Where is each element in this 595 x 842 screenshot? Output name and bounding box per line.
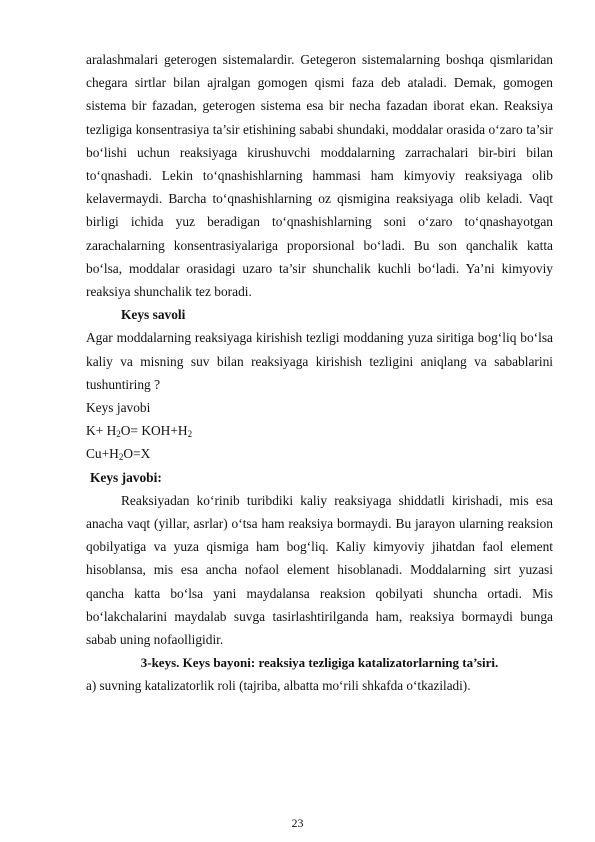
paragraph-case-answer: Reaksiyadan ko‘rinib turibdiki kaliy reaksiyaga shiddatli kirishadi, mis esa anacha vaqt (yillar, asrlar) o‘tsa ham reaksiya bormaydi. Bu jarayon ularning reaksion qobilyatiga va yuza qismiga ham bog‘liq. Kaliy kimyoviy jihatdan faol element hisoblansa, mis esa ancha nofaol element hisoblanadi. Moddalarning sirt yuzasi qancha katta bo‘lsa yani maydalansa reaksion qobilyati shuncha ortadi. Mis bo‘lakchalarini maydalab suvga tasirlashtirilganda ham, reaksiya bormaydi bunga sabab uning nofaolligidir. <box>86 492 553 648</box>
eq2-sub-a: 2 <box>118 452 124 463</box>
heading-keys-savoli: Keys savoli <box>121 307 186 323</box>
page-number: 23 <box>291 816 304 830</box>
label-keys-javobi: Keys javobi <box>86 400 151 416</box>
eq1-sub-a: 2 <box>116 429 121 440</box>
eq1-sub-b: 2 <box>187 429 193 440</box>
paragraph-case-question: Agar moddalarning reaksiyaga kirishish tezligi moddaning yuza siritiga bog‘liq bo‘lsa kaliy va misning suv bilan reaksiyaga kirishish tezligini aniqlang va sabablarini tushuntiring ? <box>86 330 553 392</box>
eq1-part-b: O= KOH+H <box>120 423 188 439</box>
eq1-part-a: K+ H <box>86 423 117 439</box>
heading-keys-javobi: Keys javobi: <box>90 469 162 485</box>
equation-copper <box>86 442 553 465</box>
equation-potassium <box>86 419 553 442</box>
heading-case-3: 3-keys. Keys bayoni: reaksiya tezligiga katalizatorlarning ta’siri. <box>140 655 499 671</box>
paragraph-phases: aralashmalari geterogen sistemalardir. Getegeron sistemalarning boshqa qismlaridan chegara sirtlar bilan ajralgan gomogen qismi faza deb ataladi. Demak, gomogen sistema bir fazadan, geterogen sistema esa bir necha fazadan iborat ekan. Reaksiya tezligiga konsentrasiya ta’sir etishining sababi shundaki, moddalar orasida o‘zaro ta’sir bo‘lishi uchun reaksiyaga kirushuvchi moddalarning zarrachalari bir-biri bilan to‘qnashadi. Lekin to‘qnashishlarning hammasi ham kimyoviy reaksiyaga olib kelavermaydi. Barcha to‘qnashishlarning oz qismigina reaksiyaga olib keladi. Vaqt birligi ichida yuz beradigan to‘qnashishlarning soni o‘zaro to‘qnashayotgan zarachalarning konsentrasiyalariga proporsional bo‘ladi. Bu son qanchalik katta bo‘lsa, moddalar orasidagi uzaro ta’sir shunchalik kuchli bo‘ladi. Ya’ni kimyoviy reaksiya shunchalik tez boradi. <box>86 52 553 300</box>
list-item-a: a) suvning katalizatorlik roli (tajriba, albatta mo‘rili shkafda o‘tkaziladi). <box>86 678 471 694</box>
eq2-part-a: Cu+H <box>86 446 119 462</box>
document-page <box>86 48 553 698</box>
eq2-part-b: O=X <box>123 446 151 462</box>
